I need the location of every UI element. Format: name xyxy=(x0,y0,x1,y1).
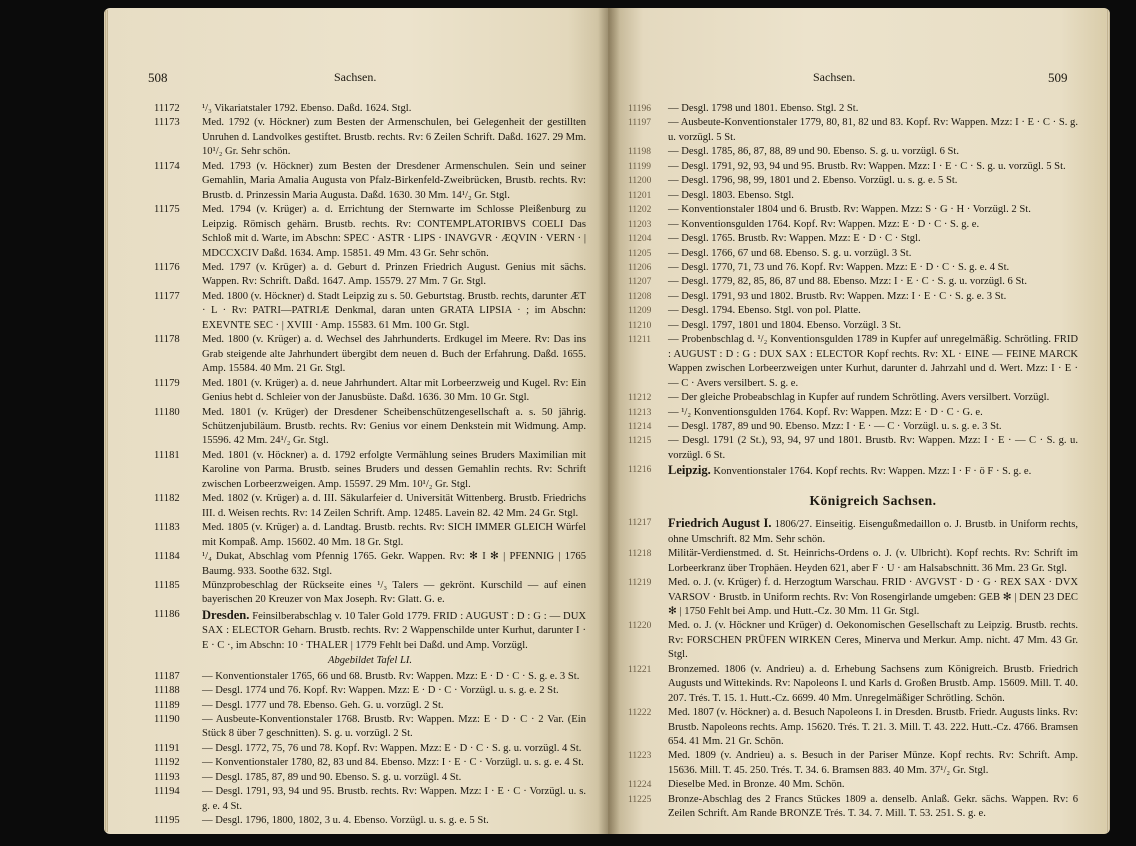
entry-text: Med. 1800 (v. Höckner) d. Stadt Leipzig zu s. 50. Geburtstag. Brustb. rechts, darunter ÆT · L · Rv: PATRI—PATRIÆ Denkmal, daran unten GRATA LIPSIA · ; im Abschn: EXEVNTE SEC · | XVIII · Amp. 15583. 61 Mm. 100 Gr. Stgl. xyxy=(202,290,586,331)
entry-text: — Desgl. 1791, 93 und 1802. Brustb. Rv: Wappen. Mzz: I · E · C · S. g. e. 3 St. xyxy=(668,290,1007,302)
entry-text: — Desgl. 1797, 1801 und 1804. Ebenso. Vorzügl. 3 St. xyxy=(668,319,901,331)
catalog-entry xyxy=(154,684,586,698)
lot-number: 11211 xyxy=(628,335,652,346)
entry-text: Militär-Verdienstmed. d. St. Heinrichs-Ordens o. J. (v. Ulbricht). Kopf rechts. Rv: Schrift im Lorbeerkranz über Trophäen. Heyden 621, aber F · U · am Halsabschnitt. 36 Mm. 23 Gr. Stgl. xyxy=(668,548,1078,574)
catalog-entry xyxy=(628,218,1078,232)
lot-number: 11178 xyxy=(154,334,180,346)
lot-number: 11197 xyxy=(628,118,652,129)
entry-text: — Desgl. 1765. Brustb. Rv: Wappen. Mzz: E · D · C · Stgl. xyxy=(668,233,921,245)
lot-number: 11194 xyxy=(154,786,180,798)
catalog-entry xyxy=(628,203,1078,217)
lot-number: 11223 xyxy=(628,751,652,762)
entry-text: — Desgl. 1798 und 1801. Ebenso. Stgl. 2 St. xyxy=(668,103,859,114)
catalog-entry xyxy=(628,619,1078,662)
lot-number: 11204 xyxy=(628,234,652,245)
catalog-entry xyxy=(154,771,586,785)
catalog-entry xyxy=(628,319,1078,333)
catalog-entry xyxy=(628,406,1078,420)
lot-number: 11177 xyxy=(154,290,180,302)
lot-number: 11183 xyxy=(154,522,180,534)
lot-number: 11202 xyxy=(628,205,652,216)
lot-number: 11205 xyxy=(628,248,652,259)
running-head: Sachsen. xyxy=(334,70,377,84)
lot-number: 11213 xyxy=(628,407,652,418)
catalog-entry xyxy=(154,333,586,376)
entry-text: — Desgl. 1779, 82, 85, 86, 87 und 88. Ebenso. Mzz: I · E · C · S. g. u. vorzügl. 6 St. xyxy=(668,276,1027,288)
entry-text: — Desgl. 1785, 87, 89 und 90. Ebenso. S. g. u. vorzügl. 4 St. xyxy=(202,771,462,783)
entry-text: Med. 1805 (v. Krüger) a. d. Landtag. Brustb. rechts. Rv: SICH IMMER GLEICH Würfel mit Kompaß. Amp. 15602. 40 Mm. 18 Gr. Stgl. xyxy=(202,522,586,548)
right-column xyxy=(628,102,1078,822)
entry-text: ¹/₄ Dukat, Abschlag vom Pfennig 1765. Gekr. Wappen. Rv: ✻ I ✻ | PFENNIG | 1765 Baumg. 933. Soothe 632. Stgl. xyxy=(202,551,586,577)
entry-text: Med. 1802 (v. Krüger) a. d. III. Säkularfeier d. Universität Wittenberg. Brustb. Friedrichs III. d. Weisen rechts. Rv: 14 Zeilen Schrift. Amp. 12485. Lavein 82. 42 Mm. 24 Gr. Stgl. xyxy=(202,493,586,519)
catalog-entry xyxy=(628,434,1078,463)
lot-number: 11191 xyxy=(154,742,180,754)
catalog-entry xyxy=(154,521,586,550)
left-page xyxy=(104,8,608,834)
entry-text: Bronze-Abschlag des 2 Francs Stückes 1809 a. denselb. Anlaß. Gekr. sächs. Wappen. Rv: 6 Zeilen Schrift. Am Rande BRONZE Trés. T. 34. 7. Mill. T. 53. 251. S. g. e. xyxy=(668,793,1078,820)
catalog-entry xyxy=(154,670,586,684)
catalog-entry xyxy=(628,663,1078,706)
catalog-entry xyxy=(154,160,586,203)
lot-number: 11193 xyxy=(154,771,180,783)
entry-text: Med. 1809 (v. Andrieu) a. s. Besuch in der Pariser Münze. Kopf rechts. Rv: Schrift. Amp. 15636. Mill. T. 45. 250. Trés. T. 34. 6. Bramsen 883. 40 Mm. 37¹/₂ Gr. Stgl. xyxy=(668,750,1078,776)
catalog-entry xyxy=(154,699,586,713)
page-edge xyxy=(104,10,108,832)
catalog-entry xyxy=(154,290,586,333)
lot-number: 11222 xyxy=(628,708,652,719)
catalog-entry xyxy=(154,492,586,521)
entry-heading: Friedrich August I. xyxy=(668,516,772,531)
entry-text: — Konventionstaler 1765, 66 und 68. Brustb. Rv: Wappen. Mzz: E · D · C · S. g. e. 3 St. xyxy=(202,670,580,682)
entry-text: Münzprobeschlag der Rückseite eines ¹/₃ Talers — gekrönt. Kurschild — auf einen bayerischen 20 Kreuzer von Max Joseph. Rv: Glatt. G. e. xyxy=(202,579,586,606)
lot-number: 11200 xyxy=(628,176,652,187)
entry-text: Med. 1794 (v. Krüger) a. d. Errichtung der Sternwarte im Schlosse Pleißenburg zu Leipzig. Römisch gehärn. Brustb. rechts. Rv: CONTEMPLATORIBVS COELI Das Schloß mit d. Warte, im Abschn: SPEC · ASTR · LIPS · INAVGVR · ÆQVIN · VERN · | MDCCXCIV Daßd. 1634. Amp. 15851. 49 Mm. 43 Gr. Sehr schön. xyxy=(202,204,586,259)
plate-reference: Abgebildet Tafel LI. xyxy=(327,655,413,667)
catalog-entry xyxy=(154,116,586,159)
lot-number: 11203 xyxy=(628,219,652,230)
lot-number: 11208 xyxy=(628,291,652,302)
catalog-entry xyxy=(154,550,586,579)
lot-number: 11182 xyxy=(154,493,180,505)
page-number: 508 xyxy=(148,70,168,85)
entry-text: — Konventionsgulden 1764. Kopf. Rv: Wappen. Mzz: E · D · C · S. g. e. xyxy=(668,218,980,230)
catalog-entry xyxy=(154,406,586,449)
catalog-entry xyxy=(628,793,1078,822)
lot-number: 11214 xyxy=(628,421,652,432)
catalog-entry xyxy=(154,203,586,261)
catalog-entry xyxy=(154,756,586,770)
lot-number: 11221 xyxy=(628,664,652,675)
lot-number: 11217 xyxy=(628,518,652,529)
entry-text: ¹/₃ Vikariatstaler 1792. Ebenso. Daßd. 1624. Stgl. xyxy=(202,103,412,114)
catalog-entry xyxy=(154,785,586,814)
catalog-entry xyxy=(628,420,1078,434)
lot-number: 11189 xyxy=(154,699,180,711)
lot-number: 11188 xyxy=(154,685,180,697)
catalog-entry xyxy=(154,102,586,116)
entry-text: — Desgl. 1774 und 76. Kopf. Rv: Wappen. Mzz: E · D · C · Vorzügl. u. s. g. e. 2 St. xyxy=(202,685,559,697)
catalog-entry xyxy=(154,608,586,653)
lot-number: 11174 xyxy=(154,160,180,172)
lot-number: 11225 xyxy=(628,794,652,805)
catalog-entry xyxy=(628,116,1078,145)
lot-number: 11199 xyxy=(628,161,652,172)
entry-text: Med. 1807 (v. Höckner) a. d. Besuch Napoleons I. in Dresden. Brustb. Friedr. Augusts links. Rv: Brustb. Napoleons rechts. Amp. 15620. Trés. T. 21. 3. Mill. T. 43. 222. Hutt.-Cz. 4766. Bramsen 654. 41 Mm. 21 Gr. Schön. xyxy=(668,707,1078,748)
entry-text: Med. 1792 (v. Höckner) zum Besten der Armenschulen, bei Gelegenheit der gestillten Unruhen d. Landvolkes gestiftet. Brustb. rechts. Rv: 6 Zeilen Schrift. Daßd. 1627. 29 Mm. 10¹/₂ Gr. Sehr schön. xyxy=(202,117,586,158)
lot-number: 11198 xyxy=(628,147,652,158)
lot-number: 11196 xyxy=(628,104,652,114)
catalog-entry xyxy=(154,742,586,756)
catalog-entry xyxy=(628,516,1078,547)
catalog-entry xyxy=(628,247,1078,261)
catalog-entry xyxy=(154,261,586,290)
lot-number: 11201 xyxy=(628,190,652,201)
lot-number: 11192 xyxy=(154,757,180,769)
catalog-entry xyxy=(628,174,1078,188)
catalog-entry xyxy=(154,814,586,828)
catalog-entry xyxy=(628,160,1078,174)
catalog-entry xyxy=(628,778,1078,792)
entry-text: — Desgl. 1796, 1800, 1802, 3 u. 4. Ebenso. Vorzügl. u. s. g. e. 5 St. xyxy=(202,815,489,827)
entry-text: — Desgl. 1803. Ebenso. Stgl. xyxy=(668,189,794,201)
lot-number: 11219 xyxy=(628,578,652,589)
catalog-entry xyxy=(628,706,1078,749)
lot-number: 11220 xyxy=(628,621,652,632)
lot-number: 11176 xyxy=(154,261,180,273)
entry-text: — Desgl. 1766, 67 und 68. Ebenso. S. g. u. vorzügl. 3 St. xyxy=(668,247,912,259)
catalog-entry xyxy=(628,576,1078,619)
entry-text: — Konventionstaler 1804 und 6. Brustb. Rv: Wappen. Mzz: S · G · H · Vorzügl. 2 St. xyxy=(668,204,1031,216)
entry-text: Med. 1797 (v. Krüger) a. d. Geburt d. Prinzen Friedrich August. Genius mit sächs. Wappen. Rv: Schrift. Daßd. 1647. Amp. 15579. 27 Mm. 7 Gr. Stgl. xyxy=(202,261,586,288)
running-head: Sachsen. xyxy=(813,70,856,84)
lot-number: 11216 xyxy=(628,465,652,476)
lot-number: 11175 xyxy=(154,204,180,216)
entry-text: Med. o. J. (v. Höckner und Krüger) d. Oekonomischen Gesellschaft zu Leipzig. Brustb. rechts. Rv: FORSCHEN PRÜFEN WIRKEN Ceres, Minerva und Merkur. Amp. nicht. 47 Mm. 43 Gr. Stgl. xyxy=(668,620,1078,661)
lot-number: 11224 xyxy=(628,780,652,791)
catalog-entry xyxy=(154,713,586,742)
catalog-entry xyxy=(628,232,1078,246)
page-number: 509 xyxy=(1048,70,1068,85)
entry-text: Med. o. J. (v. Krüger) f. d. Herzogtum Warschau. FRID · AVGVST · D · G · REX SAX · DVX VARSOV · Brustb. in Uniform rechts. Rv: Von Rosengirlande umgeben: GEB ✻ | DEN 23 DEC ✻ | 1750 Fehlt bei Amp. und Hutt.-Cz. 30 Mm. 11 Gr. Stgl. xyxy=(668,577,1078,617)
catalog-entry xyxy=(628,304,1078,318)
lot-number: 11179 xyxy=(154,377,180,389)
catalog-entry xyxy=(628,261,1078,275)
lot-number: 11195 xyxy=(154,815,180,827)
lot-number: 11218 xyxy=(628,549,652,560)
lot-number: 11186 xyxy=(154,608,180,620)
catalog-entry xyxy=(628,145,1078,159)
entry-text: — Desgl. 1770, 71, 73 und 76. Kopf. Rv: Wappen. Mzz: E · D · C · S. g. e. 4 St. xyxy=(668,261,1010,273)
entry-text: Konventionstaler 1764. Kopf rechts. Rv: Wappen. Mzz: I · F · ö F · S. g. e. xyxy=(710,466,1032,478)
entry-text: — Desgl. 1796, 98, 99, 1801 und 2. Ebenso. Vorzügl. u. s. g. e. 5 St. xyxy=(668,175,958,187)
catalog-entry xyxy=(628,189,1078,203)
lot-number: 11212 xyxy=(628,393,652,404)
catalog-entry xyxy=(154,579,586,608)
book-gutter xyxy=(598,8,620,834)
entry-text: — ¹/₂ Konventionsgulden 1764. Kopf. Rv: Wappen. Mzz: E · D · C · G. e. xyxy=(668,406,983,418)
entry-heading: Dresden. xyxy=(202,607,250,622)
entry-text: Med. 1801 (v. Höckner) a. d. 1792 erfolgte Vermählung seines Bruders Maximilian mit Karoline von Parma. Brustb. seines Bruders und dessen Gemahlin rechts. Rv: Schrift zwischen Lorbeerzweigen. Amp. 15597. 29 Mm. 10¹/₂ Gr. Stgl. xyxy=(202,449,586,490)
page-edge xyxy=(1106,10,1110,832)
entry-heading: Leipzig. xyxy=(668,463,711,478)
catalog-entry xyxy=(628,463,1078,479)
lot-number: 11187 xyxy=(154,670,180,682)
open-book xyxy=(104,8,1110,834)
entry-text: — Desgl. 1787, 89 und 90. Ebenso. Mzz: I · E · — C · Vorzügl. u. s. g. e. 3 St. xyxy=(668,420,1002,432)
entry-text: — Desgl. 1794. Ebenso. Stgl. von pol. Platte. xyxy=(668,305,861,317)
entry-text: — Ausbeute-Konventionstaler 1768. Brustb. Rv: Wappen. Mzz: E · D · C · 2 Var. (Ein Stück 8 über 7 geschnitten). S. g. u. vorzügl. 2 St. xyxy=(202,714,586,740)
lot-number: 11185 xyxy=(154,579,180,591)
lot-number: 11207 xyxy=(628,277,652,288)
catalog-entry xyxy=(628,749,1078,778)
catalog-entry xyxy=(628,275,1078,289)
entry-text: — Konventionstaler 1780, 82, 83 und 84. Ebenso. Mzz: I · E · C · Vorzügl. u. s. g. e. 4 St. xyxy=(202,757,584,769)
entry-text: 1806/27. Einseitig. Eisengußmedaillon o. J. Brustb. in Uniform rechts, ohne Umschrift. 82 Mm. Sehr schön. xyxy=(668,519,1078,545)
lot-number: 11190 xyxy=(154,714,180,726)
entry-text: — Probenbschlag d. ¹/₂ Konventionsgulden 1789 in Kupfer auf unregelmäßig. Schrötling. FRID : AUGUST : D : G : DUX SAX : ELECTOR Kopf rechts. Rv: XL · EINE — FEINE MARCK Wappen zwischen Lorbeerzweigen unter Kurhut, darunter d. Jahrzahl und d. Wert. Mzz: I · E · — C · Avers versilbert. S. g. e. xyxy=(668,334,1078,389)
catalog-entry xyxy=(628,547,1078,576)
catalog-entry xyxy=(628,290,1078,304)
catalog-entry xyxy=(628,102,1078,116)
lot-number: 11210 xyxy=(628,320,652,331)
lot-number: 11172 xyxy=(154,103,180,114)
catalog-entry xyxy=(628,333,1078,391)
entry-text: Med. 1801 (v. Krüger) der Dresdener Scheibenschützengesellschaft a. s. 50 jährig. Schützenjubiläum. Brustb. rechts. Rv: Genius vor einem Denkstein mit Widmung. Amp. 15596. 42 Mm. 24¹/₂ Gr. Stgl. xyxy=(202,406,586,447)
section-heading: Königreich Sachsen. xyxy=(809,492,937,508)
entry-text: Dieselbe Med. in Bronze. 40 Mm. Schön. xyxy=(668,779,845,791)
lot-number: 11206 xyxy=(628,262,652,273)
entry-text: — Desgl. 1785, 86, 87, 88, 89 und 90. Ebenso. S. g. u. vorzügl. 6 St. xyxy=(668,146,960,158)
lot-number: 11180 xyxy=(154,406,180,418)
entry-text: — Desgl. 1791, 92, 93, 94 und 95. Brustb. Rv: Wappen. Mzz: I · E · C · S. g. u. vorzügl. 5 St. xyxy=(668,160,1066,172)
catalog-entry xyxy=(154,449,586,492)
entry-text: — Desgl. 1777 und 78. Ebenso. Geh. G. u. vorzügl. 2 St. xyxy=(202,699,444,711)
lot-number: 11215 xyxy=(628,436,652,447)
catalog-entry xyxy=(628,391,1078,405)
entry-text: Med. 1801 (v. Krüger) a. d. neue Jahrhundert. Altar mit Lorbeerzweig und Kugel. Rv: Ein Genius hebt d. Schleier von der Janusbüste. Daßd. 1636. 30 Mm. 10 Gr. Stgl. xyxy=(202,377,586,404)
entry-text: — Desgl. 1772, 75, 76 und 78. Kopf. Rv: Wappen. Mzz: E · D · C · S. g. u. vorzügl. 4 St. xyxy=(202,742,582,754)
lot-number: 11184 xyxy=(154,551,180,563)
entry-text: — Desgl. 1791, 93, 94 und 95. Brustb. rechts. Rv: Wappen. Mzz: I · E · C · Vorzügl. u. s. g. e. 4 St. xyxy=(202,786,586,812)
entry-text: Med. 1800 (v. Krüger) a. d. Wechsel des Jahrhunderts. Erdkugel im Meere. Rv: Das ins Grab steigende alte Jahrhundert übergibt dem neuen d. Buch der Erfahrung. Daßd. 1655. Amp. 15584. 40 Mm. 21 Gr. Stgl. xyxy=(202,334,586,375)
lot-number: 11209 xyxy=(628,306,652,317)
entry-text: Med. 1793 (v. Höckner) zum Besten der Dresdener Armenschulen. Sein und seiner Gemahlin, Maria Amalia Augusta von Pfalz-Birkenfeld-Zweibrücken, Brustb. rechts. Rv: Brustb. d. Prinzessin Maria Augusta. Daßd. 1630. 30 Mm. 14¹/₂ Gr. Stgl. xyxy=(202,160,586,201)
catalog-entry xyxy=(154,377,586,406)
entry-text: Feinsilberabschlag v. 10 Taler Gold 1779. FRID : AUGUST : D : G : — DUX SAX : ELECTOR Geharn. Brustb. rechts. Rv: 2 Wappenschilde unter Kurhut, darunter I · E · C ·, im Abschn: 10 · THALER | 1779 Fehlt bei Daßd. und Amp. Vorzügl. xyxy=(202,610,586,651)
entry-text: Bronzemed. 1806 (v. Andrieu) a. d. Erhebung Sachsens zum Königreich. Brustb. Friedrich Augusts und Wittekinds. Rv: Napoleons I. und Karls d. Großen Brustb. Amp. 15609. Mill. T. 40. 207. Trés. T. 15. 1. Hutt.-Cz. 6699. 40 Mm. Unregelmäßiger Schrötling. Schön. xyxy=(668,663,1078,704)
right-page xyxy=(608,8,1110,834)
entry-text: — Desgl. 1791 (2 St.), 93, 94, 97 und 1801. Brustb. Rv: Wappen. Mzz: I · E · — C · S. g. u. vorzügl. 6 St. xyxy=(668,435,1078,461)
entry-text: — Ausbeute-Konventionstaler 1779, 80, 81, 82 und 83. Kopf. Rv: Wappen. Mzz: I · E · C · S. g. u. vorzügl. 5 St. xyxy=(668,117,1078,143)
lot-number: 11173 xyxy=(154,117,180,129)
entry-text: — Der gleiche Probeabschlag in Kupfer auf rundem Schrötling. Avers versilbert. Vorzügl. xyxy=(668,392,1050,404)
lot-number: 11181 xyxy=(154,449,180,461)
left-column xyxy=(154,102,586,829)
